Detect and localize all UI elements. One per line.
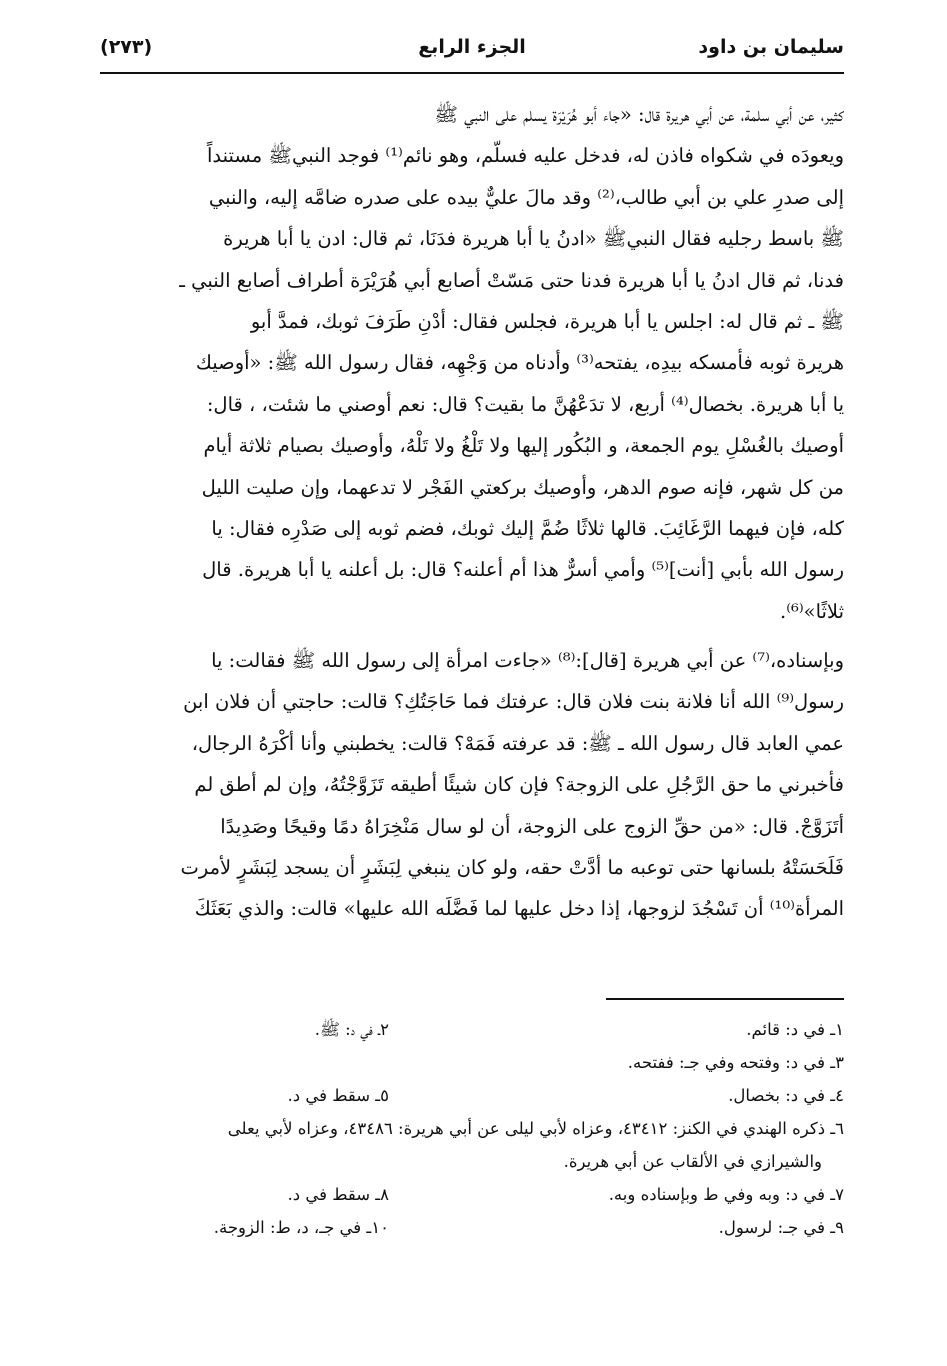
text-line: هريرة ثوبه فأمسكه بيدِه، يفتحه⁽³⁾ وأدناه من وَجْهِه، فقال رسول الله ﷺ: «أوصيك	[195, 351, 844, 375]
text-line: المرأة⁽¹⁰⁾ أن تَسْجُدَ لزوجها، إذا دخل عليها لما فَضَّلَه الله عليها» قالت: والذي بَعَثَكَ	[194, 897, 844, 921]
footnote-1: ١ـ في د: قائم.	[746, 1020, 844, 1039]
footnote-row	[100, 1079, 844, 1112]
text-line: إلى صدرِ علي بن أبي طالب،⁽²⁾ وقد مالَ عليٌّ بيده على صدره ضامَّه إليه، والنبي	[208, 185, 844, 209]
volume-title: الجزء الرابع	[418, 36, 526, 58]
footnote-row	[100, 1013, 844, 1046]
paragraph-gap	[100, 632, 844, 640]
text-line: من كل شهر، فإنه صوم الدهر، وأوصيك بركعتي الفَجْر لا تدعهما، وإن صليت الليل	[201, 475, 844, 499]
text-line: ﷺ باسط رجليه فقال النبيﷺ «ادنُ يا أبا هريرة فدَنَا، ثم قال: ادن يا أبا هريرة	[223, 227, 844, 251]
text-line: ثلاثًا»⁽⁶⁾.	[780, 599, 844, 623]
footnote-2: ٢ـ في د: ﷺ.	[314, 1020, 389, 1039]
text-line: فَلَحَسَتْهُ بلسانها حتى توعبه ما أدَّتْ حقه، ولو كان ينبغي لِبَشَرٍ أن يسجد لِبَشَرٍ لأمرت	[180, 856, 844, 880]
footnote-9: ٩ـ في جـ: لرسول.	[718, 1218, 844, 1237]
footnote-6: ٦ـ ذكره الهندي في الكنز: ٤٣٤١٢، وعزاه لأبي ليلى عن أبي هريرة: ٤٣٤٨٦، وعزاه لأبي يعلى	[227, 1119, 844, 1138]
footnote-row	[100, 1046, 844, 1079]
footnote-3: ٣ـ في د: وفتحه وفي جـ: ففتحه.	[627, 1053, 844, 1072]
footnote-row	[100, 1145, 844, 1178]
text-line: أوصيك بالغُسْلِ يوم الجمعة، و البُكُور إليها ولا تَلْغُ ولا تَلْهُ، وأوصيك بصيام ثلاثة أيام	[203, 434, 844, 458]
text-line: رسول⁽⁹⁾ الله أنا فلانة بنت فلان قال: عرفتك فما حَاجَتُكِ؟ قالت: حاجتي أن فلان ابن	[183, 690, 844, 714]
footnote-rule	[606, 998, 844, 1000]
footnote-7: ٧ـ في د: وبه وفي ط وبإسناده وبه.	[608, 1185, 844, 1204]
text-line: كثير، عن أبي سلمة، عن أبي هريرة قال: «جاء أبو هُرَيْرَة يسلم على النبي ﷺ	[434, 103, 844, 126]
page-header	[100, 30, 844, 74]
footnote-row	[100, 1112, 844, 1145]
text-line: ﷺ ـ ثم قال له: اجلس يا أبا هريرة، فجلس فقال: أدْنِ طَرَفَ ثوبك، فمدَّ أبو	[250, 309, 844, 333]
page-number: (٢٧٣)	[100, 36, 153, 58]
footnote-row	[100, 1178, 844, 1211]
footnote-10: ١٠ـ في جـ، د، ط: الزوجة.	[213, 1218, 389, 1237]
text-line: كله، فإن فيهما الرَّغَائِبَ. قالها ثلاثًا ضُمَّ إليك ثوبك، فضم ثوبه إلى صَدْرِه فقال: يا	[211, 516, 844, 540]
text-line: فأخبرني ما حق الرَّجُلِ على الزوجة؟ فإن كان شيئًا أطيقه تَزَوَّجْتُهُ، وإن لم أطق لم	[194, 773, 844, 797]
footnote-5: ٥ـ سقط في د.	[287, 1086, 389, 1105]
chapter-title: سليمان بن داود	[698, 36, 844, 58]
main-text	[100, 94, 844, 930]
text-line: فدنا، ثم قال ادنُ يا أبا هريرة فدنا حتى مَسّتْ أصابع أبي هُرَيْرَة أطراف أصابع النبي ـ	[179, 268, 844, 292]
text-line: وبإسناده،⁽⁷⁾ عن أبي هريرة [قال]:⁽⁸⁾ «جاءت امرأة إلى رسول الله ﷺ فقالت: يا	[211, 649, 844, 673]
footnote-row	[100, 1211, 844, 1244]
text-line: يا أبا هريرة. بخصال⁽⁴⁾ أربع، لا تدَعْهُنَّ ما بقيت؟ قال: نعم أوصني ما شئت، ، قال:	[206, 392, 844, 416]
text-line: أتَزَوَّجْ. قال: «من حقِّ الزوج على الزوجة، أن لو سال مَنْخِرَاهُ دمًا وقيحًا وصَدِيدًا	[220, 814, 844, 838]
text-line: ويعودَه في شكواه فاذن له، فدخل عليه فسلّم، وهو نائم⁽¹⁾ فوجد النبيﷺ مستنداً	[206, 144, 844, 168]
footnote-6-continued: والشيرازي في الألقاب عن أبي هريرة.	[563, 1152, 822, 1171]
footnote-8: ٨ـ سقط في د.	[287, 1185, 389, 1204]
footnote-4: ٤ـ في د: بخصال.	[728, 1086, 844, 1105]
text-line: عمي العابد قال رسول الله ـ ﷺ: قد عرفته فَمَهْ؟ قالت: يخطبني وأنا أكْرَهُ الرجال،	[191, 731, 844, 755]
text-line: رسول الله بأبي [أنت]⁽⁵⁾ وأمي أسرٌّ هذا أم أعلنه؟ قال: بل أعلنه يا أبا هريرة. قال	[202, 558, 844, 582]
footnotes	[100, 1013, 844, 1244]
header-rule	[100, 72, 844, 74]
